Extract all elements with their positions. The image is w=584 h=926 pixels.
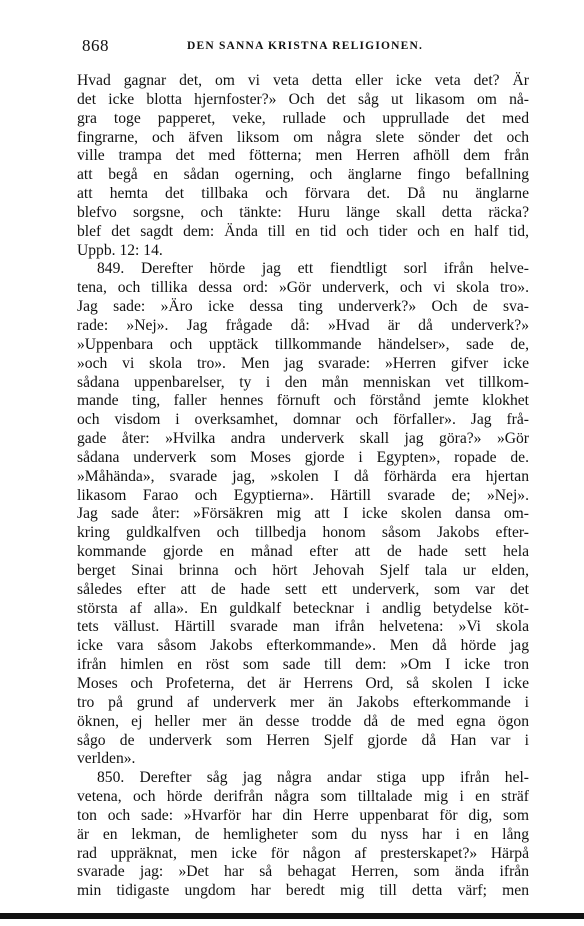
text-line: rad uppräknat, men icke för någon af presterskapet?» Härpå — [77, 844, 529, 862]
text-line: och visdom i overksamhet, domnar och förfaller». Jag frå- — [77, 411, 529, 429]
text-line: ifrån himlen en röst som sade till dem: »Om I icke tron — [77, 656, 529, 674]
text-line: icke vara såsom Jakobs efterkommande». Men då hörde jag — [77, 637, 529, 655]
text-line: gra toge papperet, veke, rullade och upprullade det med — [77, 109, 529, 127]
text-line: kring guldkalfven och tillbedja honom såsom Jakobs efter- — [77, 524, 529, 542]
text-line: öknen, ej heller mer än desse trodde då de med egna ögon — [77, 712, 529, 730]
text-line: blef det sagdt dem: Ända till en tid och tider och en half tid, — [77, 222, 529, 240]
text-line: min tidigaste ungdom har beredt mig till detta värf; men — [77, 882, 529, 900]
text-line: sådana underverk som Moses gjorde i Egypten», ropade de. — [77, 448, 529, 466]
text-line: tro på grund af underverk mer än Jakobs efterkommande i — [77, 693, 529, 711]
text-line: svarade jag: »Det har så behagat Herren, som ända ifrån — [77, 863, 529, 881]
text-line: »Uppenbara och upptäck tillkommande händelser», sade de, — [77, 335, 529, 353]
text-line: kommande gjorde en månad efter att de hade sett hela — [77, 543, 529, 561]
text-line: berget Sinai brinna och hört Jehovah Sjelf tala ur elden, — [77, 561, 529, 579]
text-line: ton och sade: »Hvarför har din Herre uppenbarat för dig, som — [77, 806, 529, 824]
body-text — [77, 72, 529, 901]
bottom-border — [0, 913, 584, 919]
text-line: sågo de underverk som Herren Sjelf gjorde då Han var i — [77, 731, 529, 749]
page-number: 868 — [82, 36, 109, 55]
text-line: mande ting, faller hennes förnuft och förstånd jemte klokhet — [77, 392, 529, 410]
text-line: tets vällust. Härtill svarade man ifrån helvetena: »Vi skola — [77, 618, 529, 636]
text-line: är en lekman, de hemligheter som du nyss har i en lång — [77, 825, 529, 843]
text-line: verlden». — [77, 750, 136, 768]
text-line: gade åter: »Hvilka andra underverk skall jag göra?» »Gör — [77, 430, 529, 448]
text-line: Jag sade: »Äro icke dessa ting underverk?» Och de sva- — [77, 298, 529, 316]
text-line: att hemta det tillbaka och förvara det. Då nu änglarne — [77, 185, 529, 203]
text-line: »Måhända», svarade jag, »skolen I då förhärda era hjertan — [77, 467, 529, 485]
text-line: blefvo sorgsne, och tänkte: Huru länge skall detta räcka? — [77, 203, 529, 221]
text-line: »och vi skola tro». Men jag svarade: »Herren gifver icke — [77, 354, 529, 372]
text-line: Moses och Profeterna, det är Herrens Ord, så skolen I icke — [77, 675, 529, 692]
text-line: sådana uppenbarelser, ty i den mån menniskan vet tillkom- — [77, 373, 529, 391]
text-line: 849. Derefter hörde jag ett fiendtligt sorl ifrån helve- — [97, 260, 529, 278]
text-line: vetena, och hörde derifrån några som tilltalade mig i en sträf — [77, 788, 529, 806]
text-line: fingrarne, och äfven liksom om några slete sönder det och — [77, 128, 529, 146]
text-line: ville trampa det med fötterna; men Herren afhöll dem från — [77, 147, 529, 165]
text-line: Jag sade åter: »Försäkren mig att I icke skolen dansa om- — [77, 505, 529, 523]
text-line: största af alla». En guldkalf betecknar i andlig betydelse köt- — [77, 599, 529, 617]
text-line: 850. Derefter såg jag några andar stiga upp ifrån hel- — [97, 769, 529, 787]
text-line: Hvad gagnar det, om vi veta detta eller icke veta det? Är — [77, 72, 529, 89]
text-line: således efter att de hade sett ett underverk, som var det — [77, 580, 529, 598]
text-line: att begå en sådan ogerning, och änglarne fingo befallning — [77, 166, 529, 184]
text-line: det icke blotta hjernfoster?» Och det såg ut likasom om nå- — [77, 90, 529, 108]
text-line: Uppb. 12: 14. — [77, 241, 163, 259]
text-line: rade: »Nej». Jag frågade då: »Hvad är då underverk?» — [77, 316, 529, 334]
text-line: likasom Farao och Egyptierna». Härtill svarade de; »Nej». — [77, 486, 529, 504]
running-head: DEN SANNA KRISTNA RELIGIONEN. — [187, 40, 424, 52]
text-line: tena, och tillika dessa ord: »Gör underverk, och vi skola tro». — [77, 279, 529, 297]
